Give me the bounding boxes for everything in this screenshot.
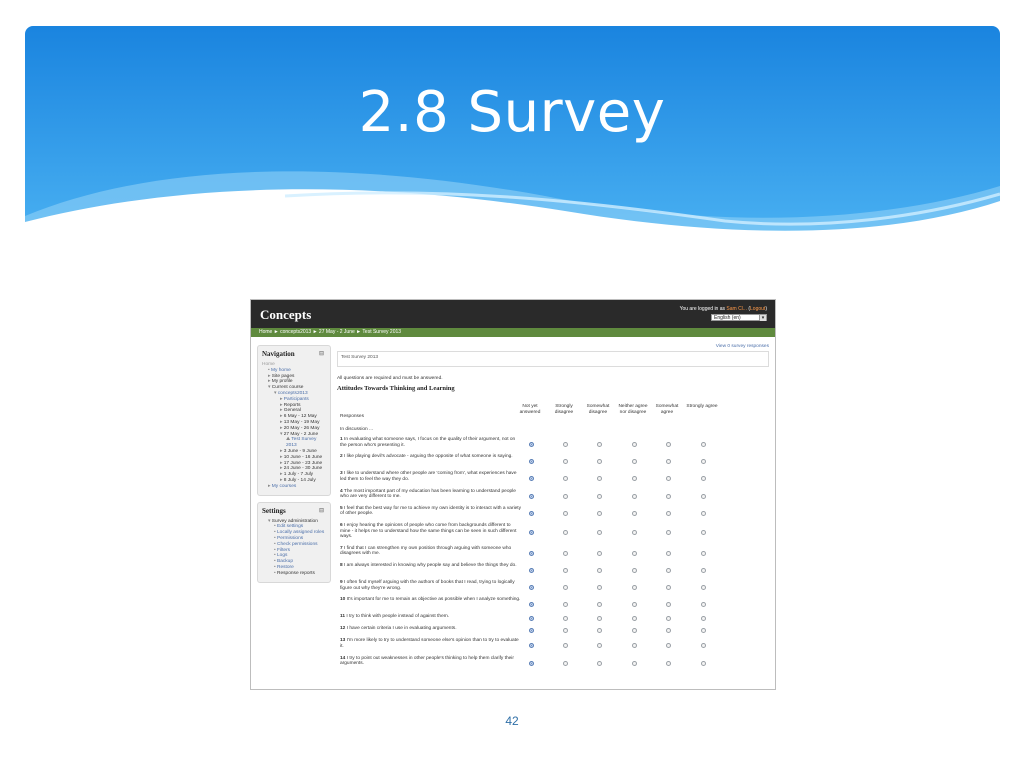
nav-item-label: My home [271,367,291,373]
question-text [340,614,522,620]
bullet-icon: • [274,553,278,559]
response-radio[interactable] [529,511,534,516]
response-radio[interactable] [701,628,706,633]
settings-item-label: Backup [277,559,294,565]
navigation-title [262,350,326,360]
settings-item[interactable] [262,571,326,577]
response-radio[interactable] [632,628,637,633]
response-radio[interactable] [529,628,534,633]
question-text [340,489,522,500]
response-radio[interactable] [563,643,568,648]
bullet-icon: • [274,541,278,547]
response-radio[interactable] [632,511,637,516]
question-table-header [337,400,769,425]
collapsed-arrow-icon: ▸ [268,379,272,385]
login-prefix: You are logged in as [679,306,726,312]
response-radio[interactable] [701,568,706,573]
response-radio[interactable] [632,442,637,447]
nav-item-label: General [283,408,301,414]
settings-item-label: Logs [277,553,288,559]
collapsed-arrow-icon: ▸ [268,373,272,379]
response-radio[interactable] [632,643,637,648]
collapsed-arrow-icon: ▸ [280,477,284,483]
nav-item-label: 20 May - 26 May [283,425,320,431]
collapsed-arrow-icon: ▸ [280,408,284,414]
view-responses-link[interactable]: View 0 survey responses [715,344,769,349]
response-radio[interactable] [666,628,671,633]
question-row [337,488,769,505]
question-text [340,626,522,632]
response-radio[interactable] [701,459,706,464]
question-row [337,545,769,562]
response-radio[interactable] [597,585,602,590]
nav-item-label: My courses [271,483,297,489]
login-info: You are logged in as Sam Cl... (Logout) [679,306,767,312]
settings-item-label: Check permissions [277,541,318,547]
response-radio[interactable] [666,476,671,481]
response-radio[interactable] [666,585,671,590]
response-radio[interactable] [597,661,602,666]
expanded-arrow-icon: ▾ [268,518,272,524]
responses-label: Responses [340,414,364,419]
nav-item-label: Home [262,362,275,367]
response-radio[interactable] [632,661,637,666]
bullet-icon: • [274,564,278,570]
response-radio[interactable] [563,616,568,621]
question-label: I'm more likely to try to understand someone else's opinion than to try to evaluate it. [340,638,519,650]
response-radio[interactable] [529,476,534,481]
response-radio[interactable] [529,585,534,590]
collapsed-arrow-icon: ▸ [280,419,284,425]
dropdown-arrow-icon: ▾ [759,315,766,321]
response-radio[interactable] [632,602,637,607]
question-list [337,436,769,672]
settings-title [262,507,326,517]
question-text [340,523,522,540]
breadcrumb[interactable]: Home ► concepts2013 ► 27 May - 2 June ► Test Survey 2013 [251,328,775,337]
response-radio[interactable] [563,442,568,447]
question-row [337,436,769,453]
collapsed-arrow-icon: ▸ [268,483,272,489]
settings-item-label: Locally assigned roles [277,530,325,536]
question-text [340,580,522,591]
question-number: 6 [340,522,343,528]
settings-title-text: Settings [262,506,286,515]
question-text [340,437,522,448]
response-radio[interactable] [597,616,602,621]
question-label: I like playing devil's advocate - arguing the opposite of what someone is saying. [342,454,513,460]
collapsed-arrow-icon: ▸ [280,396,284,402]
question-text [340,656,522,667]
response-radio[interactable] [666,602,671,607]
nav-item[interactable] [262,484,326,490]
nav-item-label: 6 May - 12 May [283,414,317,420]
question-label: I find that I can strengthen my own position through arguing with someone who disagrees with me. [340,545,512,557]
question-number: 10 [340,597,346,603]
response-radio[interactable] [563,459,568,464]
response-radio[interactable] [701,476,706,481]
response-radio[interactable] [597,568,602,573]
bullet-icon: • [274,524,278,530]
language-select[interactable] [711,314,767,321]
collapsed-arrow-icon: ▸ [280,460,284,466]
question-number: 11 [340,614,346,620]
response-radio[interactable] [529,530,534,535]
nav-item-label: Test Survey 2013 [286,437,317,449]
response-radio[interactable] [529,643,534,648]
question-row [337,562,769,579]
question-number: 9 [340,580,343,586]
response-radio[interactable] [632,494,637,499]
response-radio[interactable] [529,459,534,464]
response-radio[interactable] [701,661,706,666]
nav-item-label: Participants [283,396,309,402]
collapsed-arrow-icon: ▸ [280,425,284,431]
column-header: Strongly disagree [554,404,574,415]
response-radio[interactable] [563,602,568,607]
nav-item[interactable] [262,437,326,449]
question-row [337,579,769,596]
survey-title-box: Test Survey 2013 [337,351,769,367]
question-number: 4 [340,488,343,494]
navigation-block [257,345,331,496]
response-radio[interactable] [632,551,637,556]
bullet-icon: • [274,535,278,541]
question-label: The most important part of my education has been learning to understand people who are very different to me. [340,488,516,500]
site-name: Concepts [260,307,312,322]
expanded-arrow-icon: ▾ [280,431,284,437]
response-radio[interactable] [666,661,671,666]
main-content [337,344,769,672]
question-label: I like to understand where other people are 'coming from', what experiences have led them to feel the way they do. [340,471,517,482]
response-radio[interactable] [597,628,602,633]
response-radio[interactable] [632,568,637,573]
column-header: Not yet answered [519,404,541,415]
response-radio[interactable] [632,459,637,464]
nav-item-label: My profile [271,379,293,385]
question-number: 5 [340,505,343,511]
response-radio[interactable] [529,551,534,556]
response-radio[interactable] [597,442,602,447]
response-radio[interactable] [666,511,671,516]
response-radio[interactable] [529,494,534,499]
response-radio[interactable] [563,530,568,535]
column-header: Strongly agree [686,404,718,409]
question-text [340,563,522,569]
navigation-tree [262,362,326,490]
question-label: In evaluating what someone says, I focus on the quality of their argument, not on the person who's presenting it. [340,437,516,448]
question-text [340,454,522,460]
nav-item-label: 13 May - 19 May [283,419,320,425]
response-radio[interactable] [666,494,671,499]
response-radio[interactable] [701,442,706,447]
user-link[interactable]: Sam Cl... [726,306,747,312]
question-number: 1 [340,437,343,442]
column-header: Somewhat agree [655,404,679,415]
question-label: I feel that the best way for me to achieve my own identity is to interact with a variety of other people. [340,505,522,517]
question-label: I have certain criteria I use in evaluating arguments. [345,626,457,632]
question-number: 7 [340,545,343,551]
intro-text: In discussion ... [340,427,374,432]
response-radio[interactable] [666,616,671,621]
response-radio[interactable] [666,643,671,648]
collapsed-arrow-icon: ▸ [280,472,284,478]
bullet-icon: • [274,547,278,553]
survey-heading: Attitudes Towards Thinking and Learning [337,385,455,392]
survey-icon: ⛰ [286,437,292,443]
expanded-arrow-icon: ▾ [268,385,272,391]
response-radio[interactable] [701,616,706,621]
response-radio[interactable] [529,568,534,573]
moodle-header [251,300,775,328]
settings-item-label: Restore [277,564,294,570]
response-radio[interactable] [563,511,568,516]
collapsed-arrow-icon: ▸ [280,466,284,472]
settings-block [257,502,331,583]
bullet-icon: • [274,559,278,565]
response-radio[interactable] [632,616,637,621]
question-label: It's important for me to remain as objective as possible when I analyze something. [345,597,521,603]
nav-item-label: 1 July - 7 July [283,472,314,478]
response-radio[interactable] [597,476,602,481]
expanded-arrow-icon: ▾ [274,390,278,396]
response-radio[interactable] [529,661,534,666]
question-row [337,625,769,637]
response-radio[interactable] [563,476,568,481]
question-label: I try to think with people instead of against them. [345,614,450,620]
response-radio[interactable] [701,643,706,648]
response-radio[interactable] [529,602,534,607]
logout-link[interactable]: Logout [750,306,766,312]
response-radio[interactable] [701,551,706,556]
settings-item-label: Permissions [277,535,304,541]
response-radio[interactable] [597,459,602,464]
question-number: 13 [340,638,346,644]
nav-item-label: Reports [283,402,301,408]
question-label: I try to point out weaknesses in other people's thinking to help them clarify their arguments. [340,655,514,667]
response-radio[interactable] [563,661,568,666]
survey-screenshot [250,299,776,690]
question-row [337,596,769,613]
bullet-icon: • [274,570,278,576]
collapsed-arrow-icon: ▸ [280,448,284,454]
language-value: English (en) [714,315,741,321]
response-radio[interactable] [597,494,602,499]
question-text [340,546,522,557]
response-radio[interactable] [701,585,706,590]
nav-item-label: 17 June - 23 June [283,460,323,466]
question-number: 8 [340,562,343,568]
collapsed-arrow-icon: ▸ [280,454,284,460]
question-number: 2 [340,454,343,460]
response-radio[interactable] [701,494,706,499]
response-radio[interactable] [632,530,637,535]
response-radio[interactable] [597,530,602,535]
collapse-icon[interactable]: ⊟ [318,507,324,514]
question-text [340,506,522,517]
response-radio[interactable] [666,442,671,447]
question-row [337,655,769,672]
nav-item-label: 10 June - 16 June [283,454,323,460]
settings-tree [262,519,326,577]
question-number: 14 [340,655,346,661]
question-label: I often find myself arguing with the authors of books that I read, trying to logically figure out why they're wrong. [340,580,515,591]
response-radio[interactable] [563,585,568,590]
question-number: 12 [340,626,346,632]
column-header: Somewhat disagree [586,404,610,415]
response-radio[interactable] [666,530,671,535]
response-radio[interactable] [529,442,534,447]
question-label: I am always interested in knowing why people say and believe the things they do. [342,562,517,568]
response-radio[interactable] [701,511,706,516]
response-radio[interactable] [597,551,602,556]
sidebar [257,345,331,589]
question-text [340,471,522,482]
response-radio[interactable] [701,602,706,607]
question-row [337,637,769,654]
nav-item-label: 27 May - 2 June [283,431,319,437]
nav-item-label: Current course [271,385,304,391]
response-radio[interactable] [529,616,534,621]
required-note: All questions are required and must be answered. [337,376,443,381]
nav-item-label: 8 July - 14 July [283,477,316,483]
response-radio[interactable] [632,476,637,481]
response-radio[interactable] [701,530,706,535]
question-row [337,470,769,487]
collapse-icon[interactable]: ⊟ [318,351,324,357]
nav-item-label: Site pages [271,373,295,379]
question-text [340,638,522,649]
response-radio[interactable] [666,459,671,464]
response-radio[interactable] [666,551,671,556]
settings-item-label: Response reports [277,570,315,576]
nav-item-label: 24 June - 30 June [283,466,323,472]
response-radio[interactable] [563,551,568,556]
question-number: 3 [340,471,343,477]
nav-item-label: 3 June - 9 June [283,448,317,454]
column-header: Neither agree nor disagree [618,404,648,415]
response-radio[interactable] [666,568,671,573]
settings-item-label: Survey administration [271,518,318,524]
response-radio[interactable] [597,602,602,607]
response-radio[interactable] [632,585,637,590]
response-radio[interactable] [563,628,568,633]
collapsed-arrow-icon: ▸ [280,402,284,408]
nav-item-label: concepts2013 [277,390,308,396]
question-row [337,613,769,625]
settings-item-label: Edit settings [277,524,304,530]
question-row [337,453,769,470]
response-radio[interactable] [563,494,568,499]
response-radio[interactable] [597,643,602,648]
collapsed-arrow-icon: ▸ [280,414,284,420]
page-number: 42 [505,714,519,728]
slide-title: 2.8 Survey [358,80,666,145]
response-radio[interactable] [597,511,602,516]
bullet-icon: • [274,530,278,536]
question-text [340,597,522,603]
response-radio[interactable] [563,568,568,573]
question-row [337,522,769,545]
settings-item-label: Filters [277,547,291,553]
bullet-icon: • [268,367,272,373]
navigation-title-text: Navigation [262,350,295,358]
question-label: I enjoy hearing the opinions of people who come from backgrounds different to mine - it helps me to understand how the same things can be seen in such different ways. [340,522,517,540]
question-row [337,505,769,522]
